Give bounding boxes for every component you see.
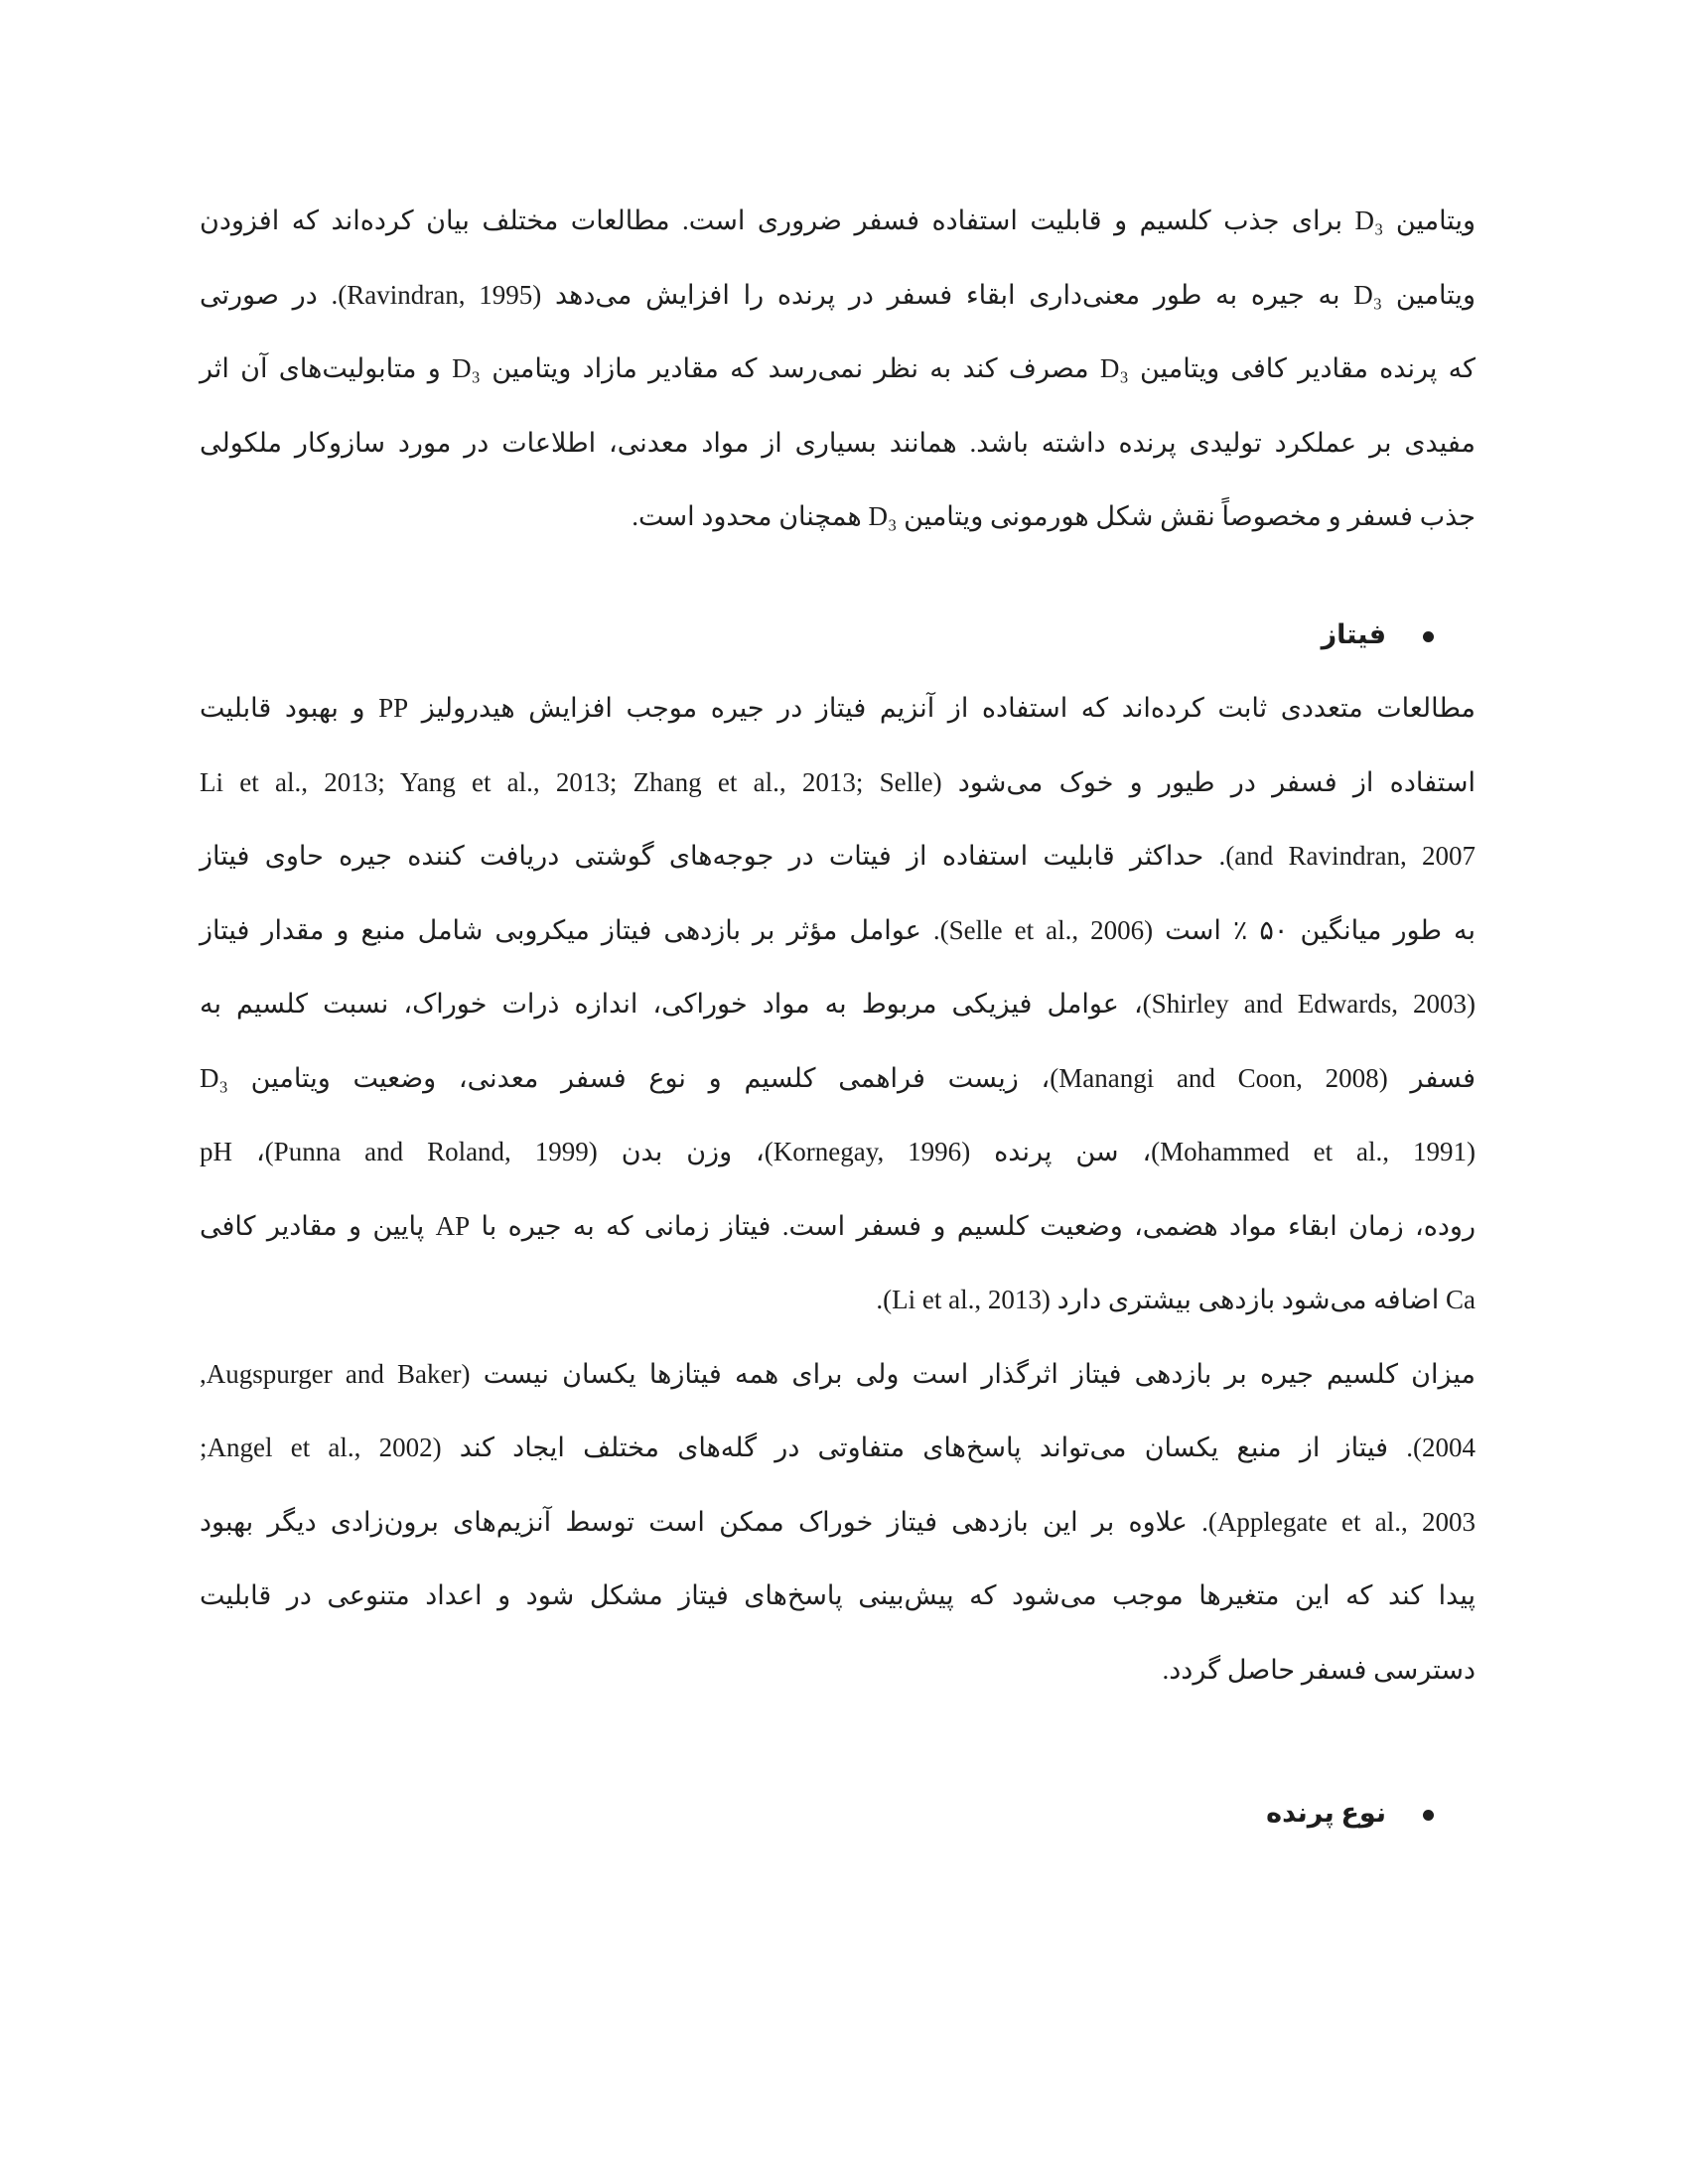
paragraph-calcium-phytase xyxy=(200,1337,1476,1707)
heading-text: نوع پرنده xyxy=(1266,1798,1386,1828)
section-heading-bird-type xyxy=(200,1776,1476,1850)
section-heading-phytase xyxy=(200,598,1476,672)
bullet-icon xyxy=(1423,631,1434,642)
text-line: ویتامین D₃ به جیره به طور معنی‌داری ابقاء فسفر در پرنده را افزایش می‌دهد (Ravindran, 1995). در صورتی xyxy=(200,279,1476,310)
text-line: ویتامین D₃ برای جذب کلسیم و قابلیت استفاده فسفر ضروری است. مطالعات مختلف بیان کرده‌اند که افزودن xyxy=(200,205,1477,235)
text-line: مطالعات متعددی ثابت کرده‌اند که استفاده از آنزیم فیتاز در جیره موجب افزایش هیدرولیز PP و بهبود قابلیت xyxy=(200,693,1477,723)
text-line: مفیدی بر عملکرد تولیدی پرنده داشته باشد. همانند بسیاری از مواد معدنی، اطلاعات در مورد سازوکار ملکولی xyxy=(200,427,1476,458)
text-line: Applegate et al., 2003). علاوه بر این بازدهی فیتاز خوراک ممکن است توسط آنزیم‌های برون‌زادی دیگر بهبود xyxy=(200,1506,1476,1537)
text-line: پیدا کند که این متغیرها موجب می‌شود که پیش‌بینی پاسخ‌های فیتاز مشکل شود و اعداد متنوعی در قابلیت xyxy=(200,1580,1476,1610)
document-body xyxy=(200,184,1476,1850)
text-line: به طور میانگین ۵۰ ٪ است (Selle et al., 2006). عوامل مؤثر بر بازدهی فیتاز میکروبی شامل منبع و مقدار فیتاز xyxy=(200,914,1476,945)
text-line: میزان کلسیم جیره بر بازدهی فیتاز اثرگذار است ولی برای همه فیتازها یکسان نیست (Augspurger and Baker, xyxy=(200,1358,1477,1389)
text-line: استفاده از فسفر در طیور و خوک می‌شود (Li et al., 2013; Yang et al., 2013; Zhang et al., 2013; Selle xyxy=(200,766,1476,797)
text-line: (Mohammed et al., 1991)، سن پرنده (Kornegay, 1996)، وزن بدن (Punna and Roland, 1999)، pH xyxy=(200,1137,1476,1166)
text-line: دسترسی فسفر حاصل گردد. xyxy=(1162,1654,1476,1685)
text-line: 2004). فیتاز از منبع یکسان می‌تواند پاسخ‌های متفاوتی در گله‌های مختلف ایجاد کند (Angel et al., 2002; xyxy=(200,1433,1476,1462)
heading-text: فیتاز xyxy=(1321,618,1386,649)
paragraph-phytase xyxy=(200,671,1476,1337)
text-line: روده، زمان ابقاء مواد هضمی، وضعیت کلسیم و فسفر است. فیتاز زمانی که به جیره با AP پایین و مقادیر کافی xyxy=(200,1210,1476,1241)
bullet-icon xyxy=(1423,1810,1434,1821)
text-line: Ca اضافه می‌شود بازدهی بیشتری دارد (Li et al., 2013). xyxy=(876,1285,1476,1314)
paragraph-vitamin-d3 xyxy=(200,184,1476,554)
text-line: جذب فسفر و مخصوصاً نقش شکل هورمونی ویتامین D₃ همچنان محدود است. xyxy=(632,501,1476,531)
text-line: که پرنده مقادیر کافی ویتامین D₃ مصرف کند به نظر نمی‌رسد که مقادیر مازاد ویتامین D₃ و متابولیت‌های آن اثر xyxy=(200,353,1476,383)
text-line: and Ravindran, 2007). حداکثر قابلیت استفاده از فیتات در جوجه‌های گوشتی دریافت کننده جیره حاوی فیتاز xyxy=(200,841,1476,871)
text-line: (Shirley and Edwards, 2003)، عوامل فیزیکی مربوط به مواد خوراکی، اندازه ذرات خوراک، نسبت کلسیم به xyxy=(200,989,1476,1019)
text-line: فسفر (Manangi and Coon, 2008)، زیست فراهمی کلسیم و نوع فسفر معدنی، وضعیت ویتامین D₃ xyxy=(200,1062,1476,1093)
